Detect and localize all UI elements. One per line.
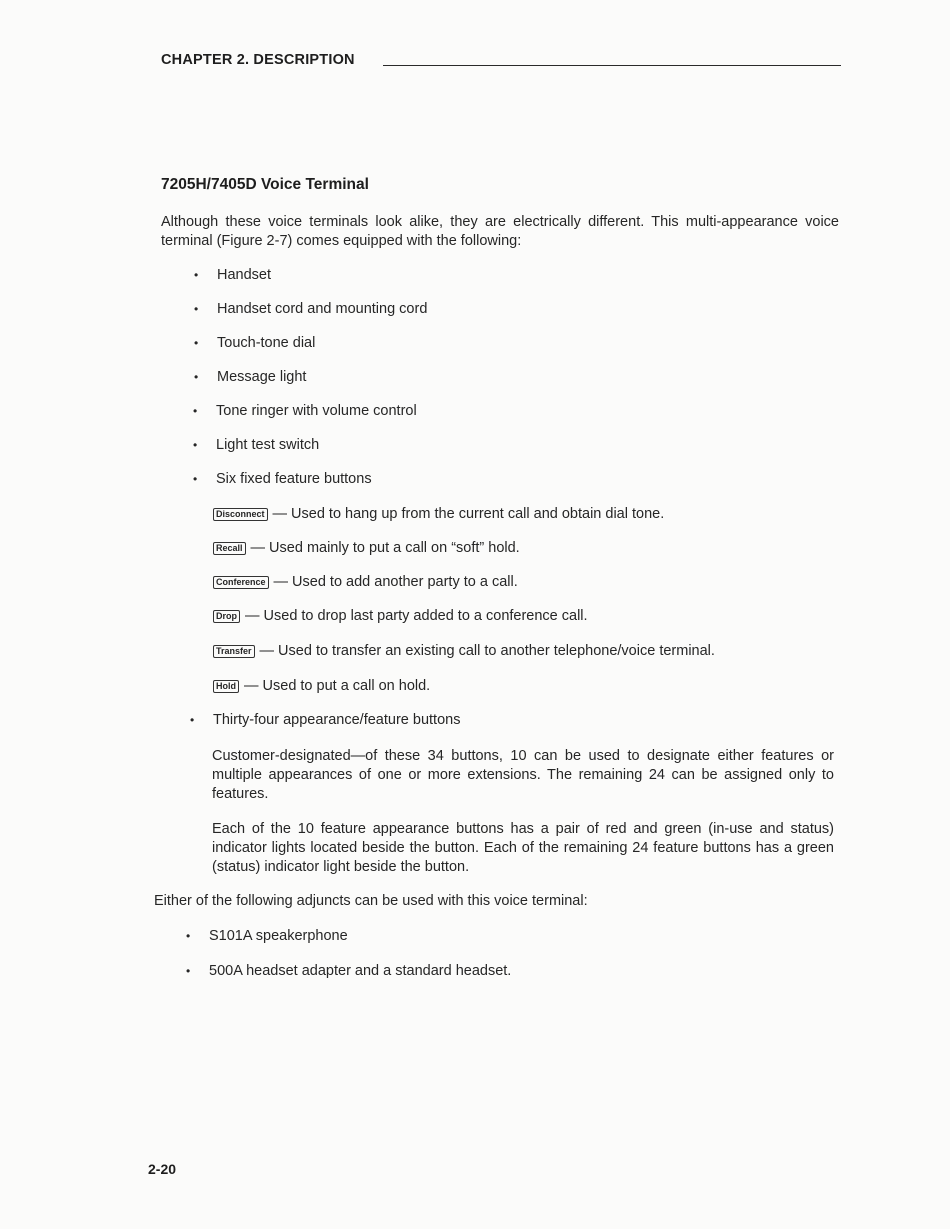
conference-key-label: Conference	[213, 576, 269, 589]
feature-button-description: — Used to hang up from the current call and obtain dial tone.	[272, 506, 665, 522]
page-number: 2-20	[148, 1161, 177, 1177]
bullet-text: Handset cord and mounting cord	[217, 301, 428, 317]
feature-button-line	[213, 642, 715, 661]
adjuncts-intro: Either of the following adjuncts can be used with this voice terminal:	[154, 893, 588, 909]
chapter-heading: CHAPTER 2. DESCRIPTION	[161, 52, 355, 68]
recall-key-label: Recall	[213, 542, 246, 555]
bullet-text: Handset	[217, 267, 272, 283]
bullet-dot: •	[186, 964, 191, 978]
section-title: 7205H/7405D Voice Terminal	[161, 176, 369, 193]
bullet-dot: •	[194, 302, 199, 316]
bullet-dot: •	[193, 472, 198, 486]
bullet-dot: •	[186, 929, 191, 943]
feature-button-line	[213, 539, 520, 558]
bullet-dot: •	[193, 404, 198, 418]
bullet-text: Message light	[217, 369, 307, 385]
bullet-text: Six fixed feature buttons	[216, 471, 372, 487]
bullet-dot: •	[194, 336, 199, 350]
feature-button-description: — Used to transfer an existing call to another telephone/voice terminal.	[259, 643, 715, 659]
feature-button-line	[213, 505, 664, 524]
hold-key-label: Hold	[213, 680, 239, 693]
feature-button-description: — Used mainly to put a call on “soft” hold.	[250, 540, 520, 556]
feature-button-line	[213, 573, 518, 592]
appearance-paragraph: Each of the 10 feature appearance buttons has a pair of red and green (in-use and status) indicator lights located beside the button. Each of the remaining 24 feature buttons has a green (status) indicator light beside the button.	[212, 821, 834, 875]
feature-button-line	[213, 607, 588, 626]
bullet-dot: •	[193, 438, 198, 452]
drop-key-label: Drop	[213, 610, 240, 623]
bullet-dot: •	[194, 370, 199, 384]
bullet-dot: •	[190, 713, 195, 727]
bullet-text: Tone ringer with volume control	[216, 403, 417, 419]
feature-button-line	[213, 677, 430, 696]
transfer-key-label: Transfer	[213, 645, 255, 658]
feature-button-description: — Used to put a call on hold.	[244, 678, 431, 694]
bullet-text: Thirty-four appearance/feature buttons	[213, 712, 461, 728]
bullet-dot: •	[194, 268, 199, 282]
page-header	[161, 52, 841, 72]
appearance-paragraph: Customer-designated—of these 34 buttons, 10 can be used to designate either features or multiple appearances of one or more extensions. The remaining 24 can be assigned only to features.	[212, 748, 834, 802]
header-rule	[383, 65, 841, 66]
feature-button-description: — Used to drop last party added to a conference call.	[245, 608, 588, 624]
bullet-text: Light test switch	[216, 437, 320, 453]
intro-paragraph: Although these voice terminals look alike, they are electrically different. This multi-appearance voice terminal (Figure 2-7) comes equipped with the following:	[161, 214, 839, 249]
bullet-text: 500A headset adapter and a standard headset.	[209, 963, 512, 979]
feature-button-description: — Used to add another party to a call.	[273, 574, 518, 590]
bullet-text: S101A speakerphone	[209, 928, 348, 944]
bullet-text: Touch-tone dial	[217, 335, 316, 351]
disconnect-key-label: Disconnect	[213, 508, 268, 521]
